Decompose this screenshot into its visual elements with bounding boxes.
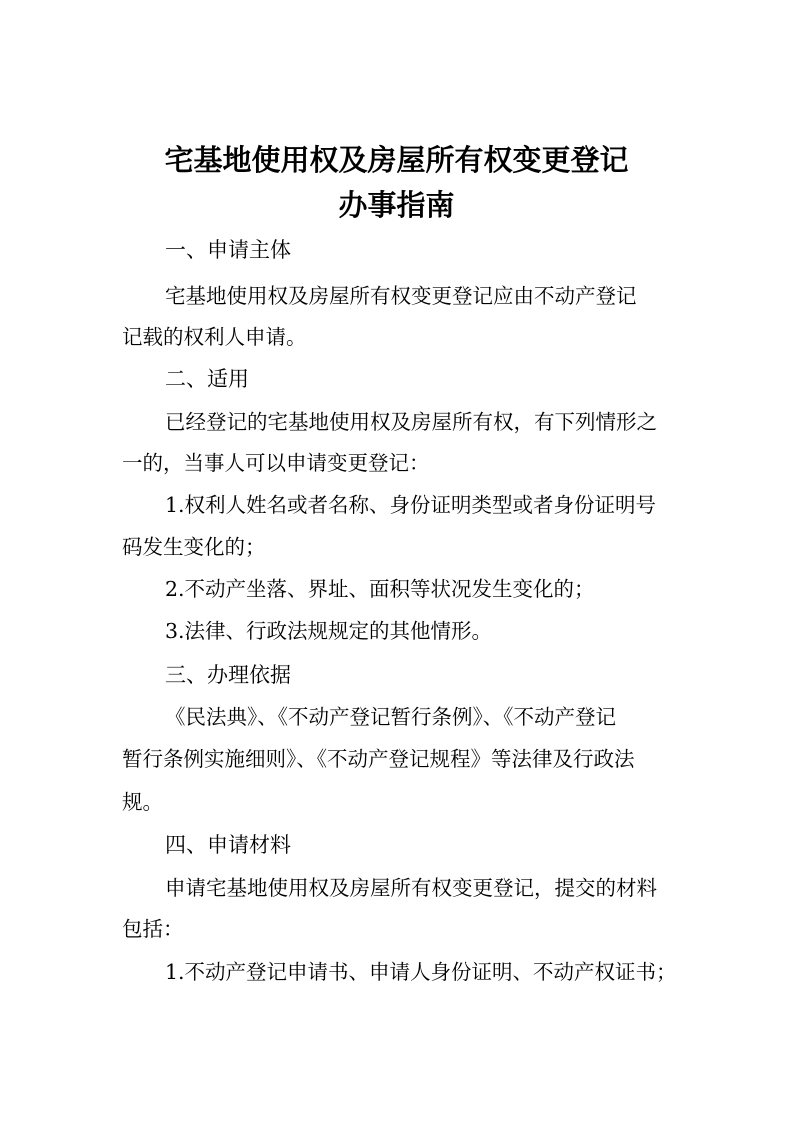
paragraph-line: 一的，当事人可以申请变更登记： (122, 451, 430, 475)
paragraph-line: 规。 (122, 790, 163, 814)
document-title-line1: 宅基地使用权及房屋所有权变更登记 (164, 143, 629, 177)
list-item: 2.不动产坐落、界址、面积等状况发生变化的； (165, 577, 595, 601)
section-heading-applicability: 二、适用 (165, 367, 249, 391)
section-heading-materials: 四、申请材料 (165, 833, 291, 857)
document-title-line2: 办事指南 (338, 188, 455, 222)
paragraph-line: 暂行条例实施细则》、《不动产登记规程》等法律及行政法 (122, 747, 635, 771)
list-item-line: 1.权利人姓名或者名称、身份证明类型或者身份证明号 (165, 493, 657, 517)
list-item: 1.不动产登记申请书、申请人身份证明、不动产权证书； (165, 960, 677, 984)
paragraph-line: 申请宅基地使用权及房屋所有权变更登记，提交的材料 (165, 876, 657, 900)
section-heading-applicant: 一、申请主体 (165, 238, 291, 262)
paragraph-line: 记载的权利人申请。 (122, 325, 307, 349)
paragraph-line: 《民法典》、《不动产登记暂行条例》、《不动产登记 (165, 705, 616, 729)
list-item: 3.法律、行政法规规定的其他情形。 (165, 619, 493, 643)
paragraph-line: 宅基地使用权及房屋所有权变更登记应由不动产登记 (165, 284, 637, 308)
paragraph-line: 已经登记的宅基地使用权及房屋所有权，有下列情形之 (165, 410, 657, 434)
list-item-line: 码发生变化的； (122, 535, 266, 559)
paragraph-line: 包括： (122, 917, 184, 941)
section-heading-legal-basis: 三、办理依据 (165, 663, 291, 687)
